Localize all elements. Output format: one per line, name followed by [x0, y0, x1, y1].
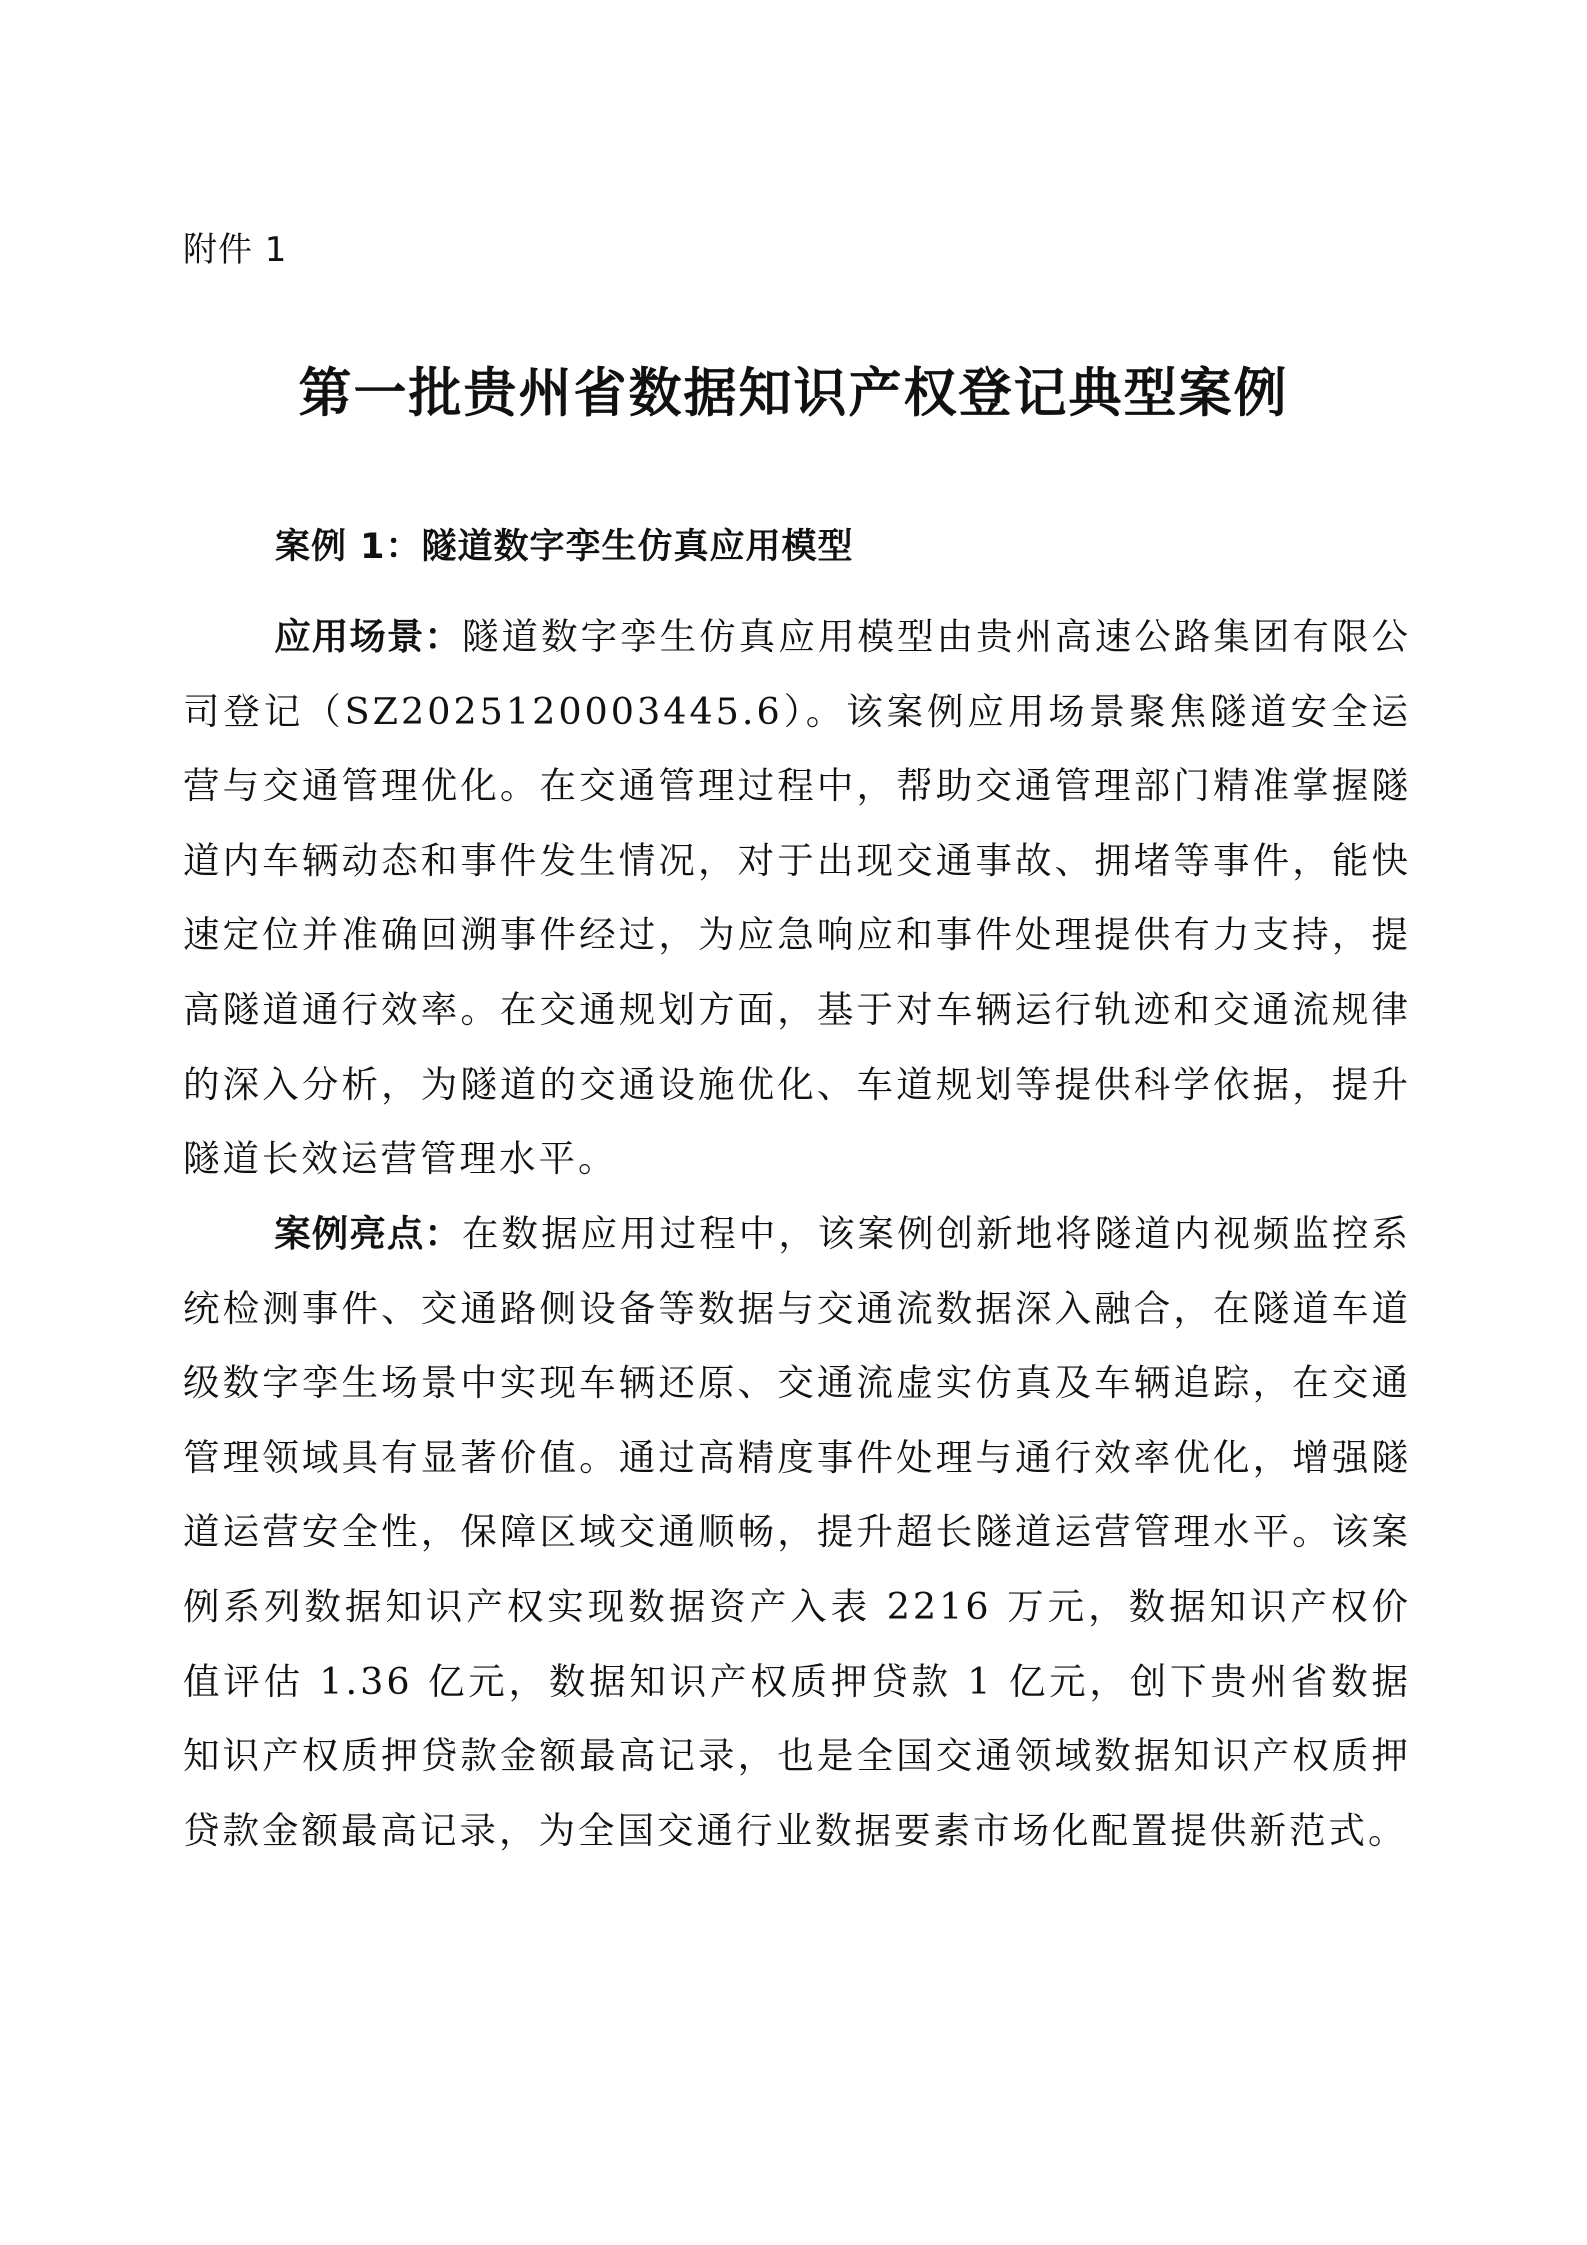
case-1-heading: 案例 1：隧道数字孪生仿真应用模型: [275, 527, 854, 567]
document-title: 第一批贵州省数据知识产权登记典型案例: [298, 363, 1289, 424]
application-scene-paragraph: [183, 600, 1411, 1197]
attachment-label: 附件 1: [183, 230, 288, 270]
case-highlight-paragraph: [183, 1197, 1411, 1868]
application-scene-text: 隧道数字孪生仿真应用模型由贵州高速公路集团有限公司登记（SZ2025120003445.6）。该案例应用场景聚焦隧道安全运营与交通管理优化。在交通管理过程中，帮助交通管理部门精准掌握隧道内车辆动态和事件发生情况，对于出现交通事故、拥堵等事件，能快速定位并准确回溯事件经过，为应急响应和事件处理提供有力支持，提高隧道通行效率。在交通规划方面，基于对车辆运行轨迹和交通流规律的深入分析，为隧道的交通设施优化、车道规划等提供科学依据，提升隧道长效运营管理水平。: [183, 615, 1412, 1181]
case-highlight-text: 在数据应用过程中，该案例创新地将隧道内视频监控系统检测事件、交通路侧设备等数据与交通流数据深入融合，在隧道车道级数字孪生场景中实现车辆还原、交通流虚实仿真及车辆追踪，在交通管理领域具有显著价值。通过高精度事件处理与通行效率优化，增强隧道运营安全性，保障区域交通顺畅，提升超长隧道运营管理水平。该案例系列数据知识产权实现数据资产入表 2216 万元，数据知识产权价值评估 1.36 亿元，数据知识产权质押贷款 1 亿元，创下贵州省数据知识产权质押贷款金额最高记录，也是全国交通领域数据知识产权质押贷款金额最高记录，为全国交通行业数据要素市场化配置提供新范式。: [183, 1212, 1412, 1852]
case-highlight-label: 案例亮点：: [274, 1212, 462, 1255]
application-scene-label: 应用场景：: [274, 615, 462, 658]
